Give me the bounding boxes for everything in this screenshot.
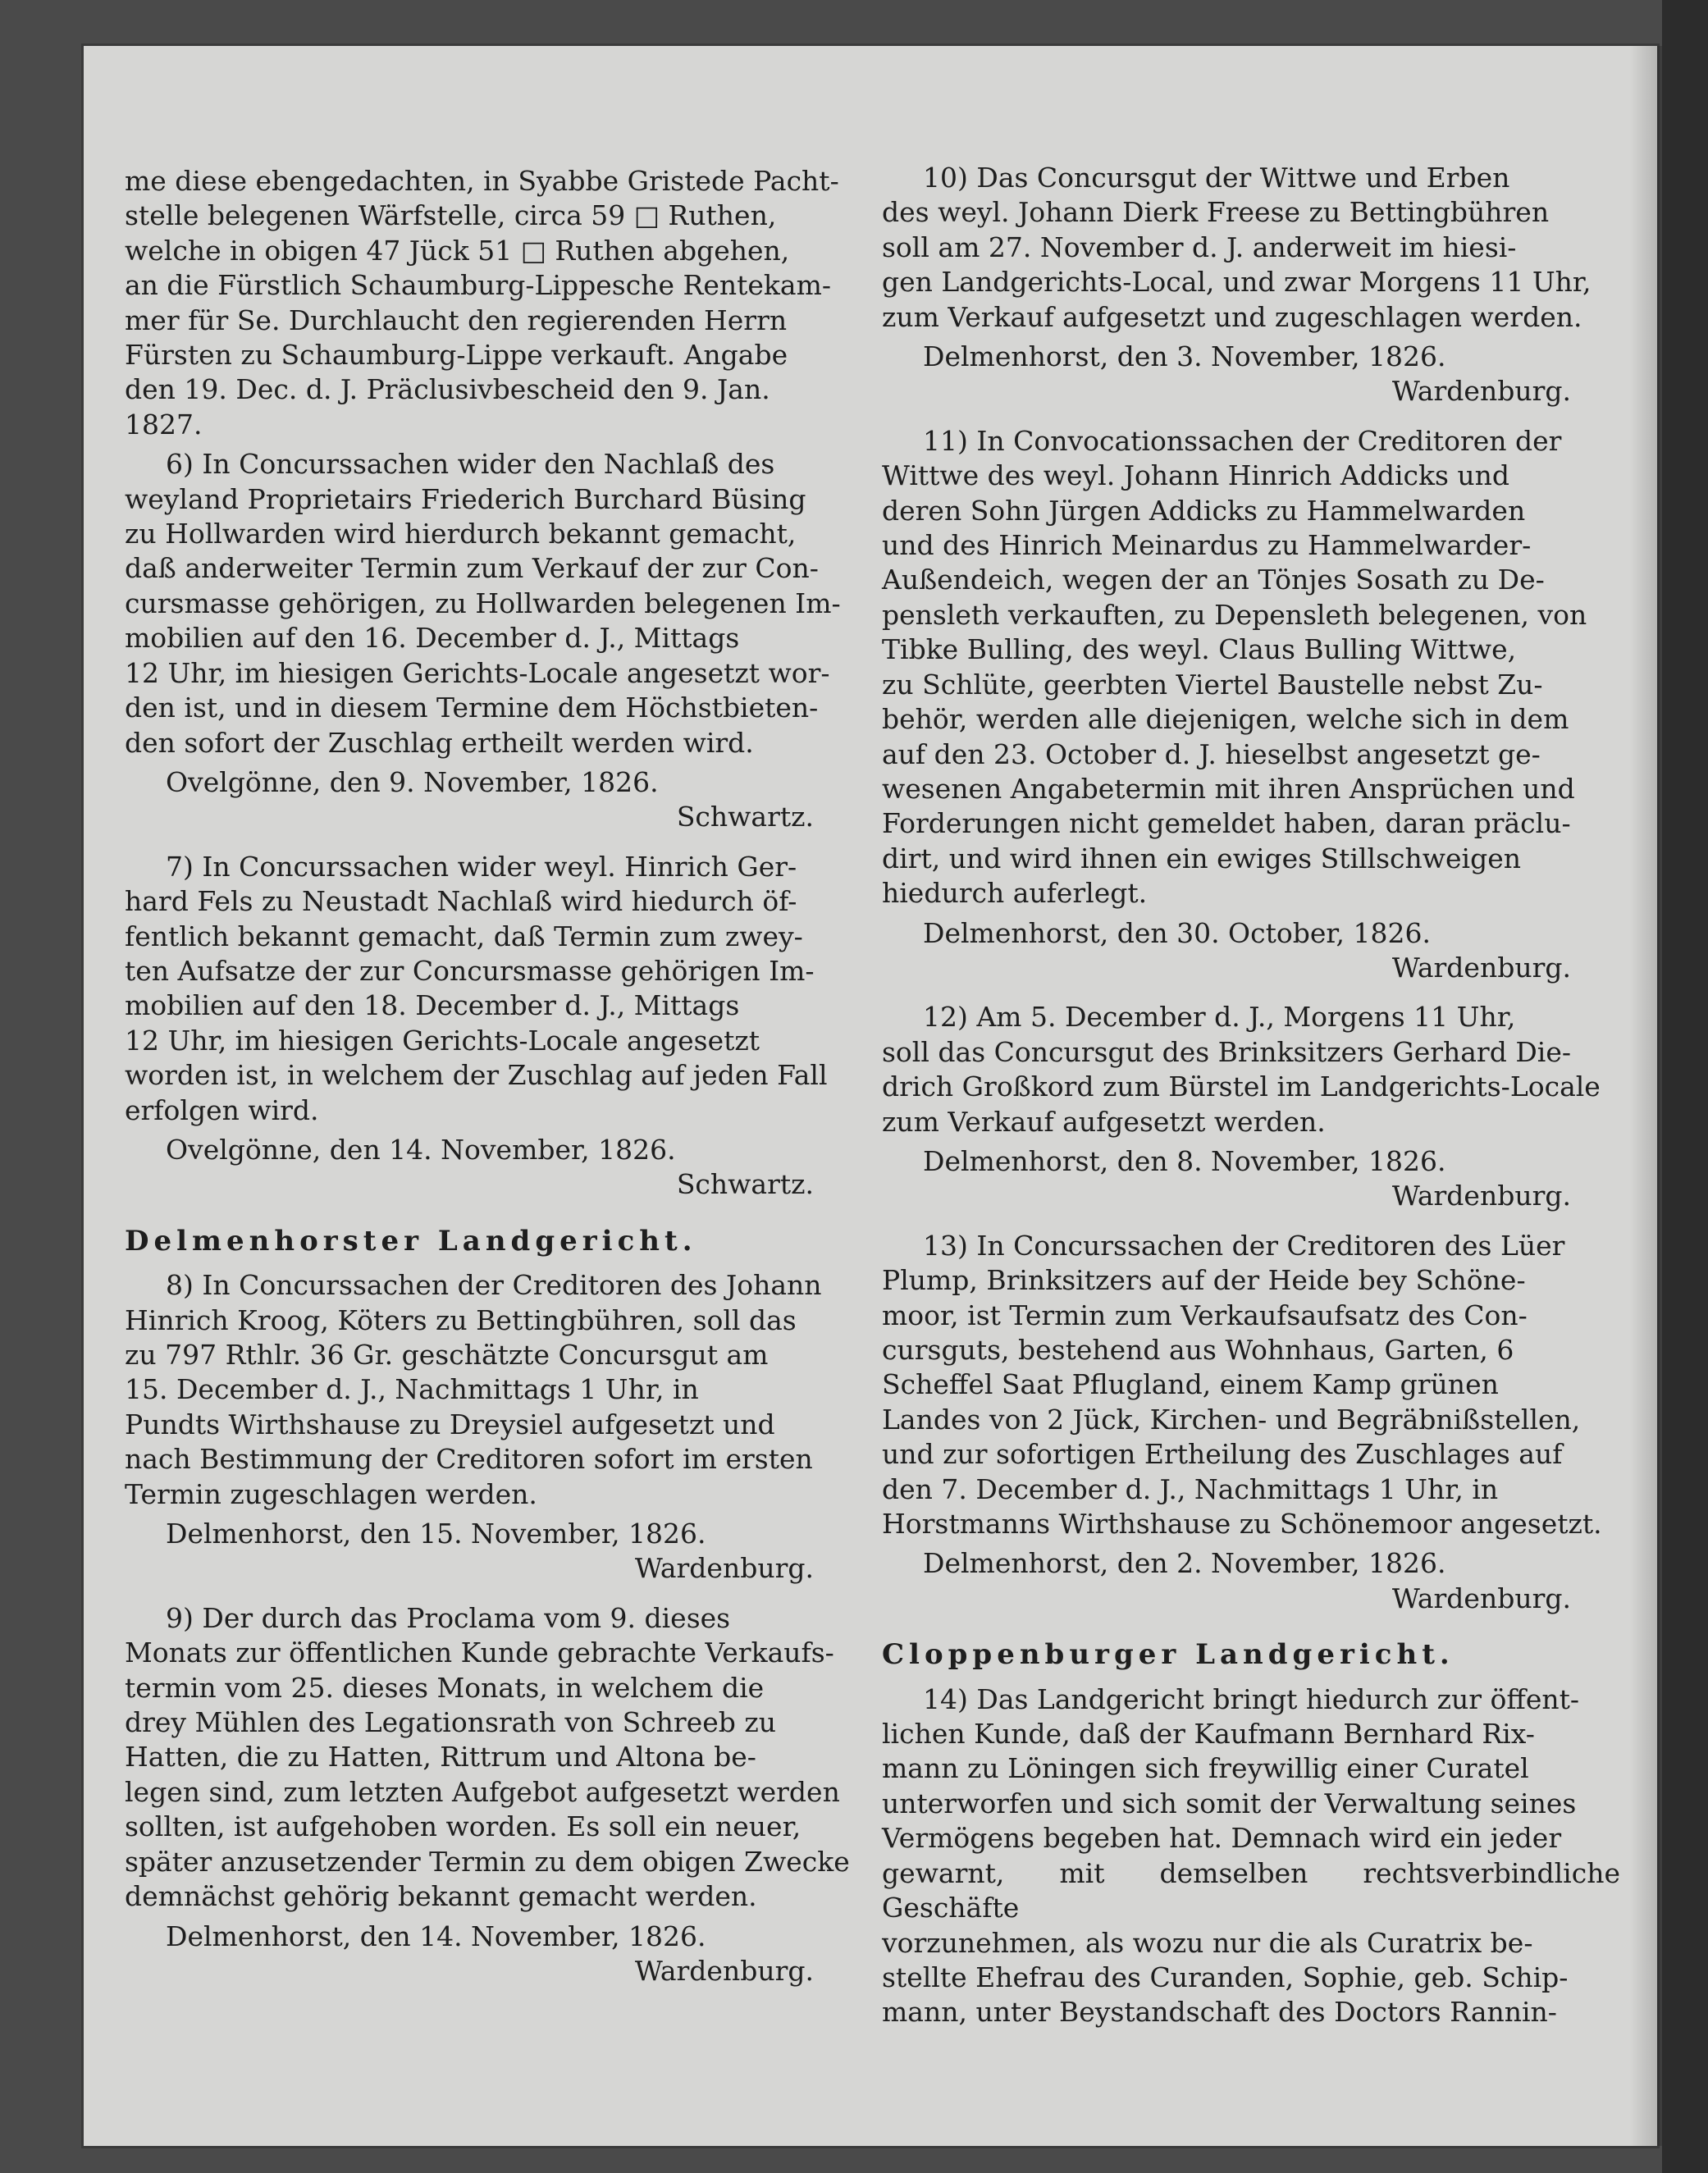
text-line: drey Mühlen des Legationsrath von Schreeb zu — [125, 1706, 777, 1739]
text-line: des weyl. Johann Dierk Freese zu Bettingbühren — [882, 196, 1550, 229]
text-line: cursguts, bestehend aus Wohnhaus, Garten, 6 — [882, 1334, 1514, 1366]
text-line: daß anderweiter Termin zum Verkauf der zur Con- — [125, 552, 819, 585]
text-line: zu Schlüte, geerbten Viertel Baustelle nebst Zu- — [882, 668, 1543, 701]
text-line: 10) Das Concursgut der Wittwe und Erben — [923, 162, 1510, 194]
notice-11-place-date: Delmenhorst, den 30. October, 1826. — [923, 916, 1431, 949]
text-line: den 7. December d. J., Nachmittags 1 Uhr, in — [882, 1472, 1499, 1505]
notice-7-place-date: Ovelgönne, den 14. November, 1826. — [166, 1133, 676, 1166]
notice-14 — [882, 1682, 1620, 2030]
notice-6 — [125, 447, 863, 760]
text-line: 12 Uhr, im hiesigen Gerichts-Locale angesetzt — [125, 1024, 760, 1057]
page-gutter-shadow — [1629, 46, 1662, 2146]
text-line: gewarnt, mit demselben rechtsverbindliche Geschäfte — [882, 1856, 1620, 1924]
text-line: fentlich bekannt gemacht, daß Termin zum zwey- — [125, 920, 803, 952]
text-line: mann, unter Beystandschaft des Doctors Rannin- — [882, 1996, 1557, 2029]
text-line: auf den 23. October d. J. hieselbst angesetzt ge- — [882, 737, 1541, 770]
text-line: deren Sohn Jürgen Addicks zu Hammelwarden — [882, 494, 1526, 527]
section-heading-cloppenburg: Cloppenburger Landgericht. — [882, 1638, 1455, 1672]
notice-8 — [125, 1268, 863, 1512]
right-column — [882, 161, 1620, 2035]
left-column — [125, 164, 863, 2003]
text-line: Termin zugeschlagen werden. — [125, 1477, 537, 1510]
text-line: soll das Concursgut des Brinksitzers Gerhard Die- — [882, 1035, 1572, 1068]
notice-9 — [125, 1601, 863, 1915]
notice-9-signature: Wardenburg. — [634, 1954, 814, 1987]
text-line: stellte Ehefrau des Curanden, Sophie, geb. Schip- — [882, 1961, 1569, 1993]
notice-continuation — [125, 164, 863, 442]
notice-13-signature: Wardenburg. — [1391, 1582, 1571, 1614]
notice-11 — [882, 424, 1620, 911]
text-line: Fürsten zu Schaumburg-Lippe verkauft. Angabe — [125, 339, 788, 372]
text-line: Tibke Bulling, des weyl. Claus Bulling Wittwe, — [882, 633, 1517, 666]
notice-11-signature: Wardenburg. — [1391, 951, 1571, 984]
notice-7-signature: Schwartz. — [676, 1168, 814, 1201]
text-line: vorzunehmen, als wozu nur die als Curatrix be- — [882, 1926, 1533, 1959]
notice-12-place-date: Delmenhorst, den 8. November, 1826. — [923, 1144, 1446, 1177]
text-line: 9) Der durch das Proclama vom 9. dieses — [166, 1601, 731, 1634]
notice-6-signature: Schwartz. — [676, 801, 814, 833]
text-line: Hinrich Kroog, Köters zu Bettingbühren, soll das — [125, 1303, 797, 1336]
text-line: termin vom 25. dieses Monats, in welchem die — [125, 1671, 765, 1704]
text-line: hiedurch auferlegt. — [882, 877, 1148, 910]
notice-8-place-date: Delmenhorst, den 15. November, 1826. — [166, 1518, 706, 1550]
text-line: behör, werden alle diejenigen, welche sich in dem — [882, 703, 1569, 736]
text-line: Pundts Wirthshause zu Dreysiel aufgesetzt und — [125, 1408, 775, 1440]
text-line: 8) In Concurssachen der Creditoren des Johann — [166, 1269, 822, 1302]
text-line: Wittwe des weyl. Johann Hinrich Addicks und — [882, 459, 1510, 492]
text-line: legen sind, zum letzten Aufgebot aufgesetzt werden — [125, 1775, 840, 1808]
notice-12 — [882, 1000, 1620, 1139]
text-line: 12) Am 5. December d. J., Morgens 11 Uhr, — [923, 1001, 1516, 1034]
text-line: den sofort der Zuschlag ertheilt werden wird. — [125, 726, 754, 759]
text-line: Vermögens begeben hat. Demnach wird ein jeder — [882, 1822, 1562, 1855]
text-line: den 19. Dec. d. J. Präclusivbescheid den 9. Jan. — [125, 373, 770, 406]
text-line: Monats zur öffentlichen Kunde gebrachte Verkaufs- — [125, 1637, 834, 1669]
text-line: 7) In Concurssachen wider weyl. Hinrich Ger- — [166, 850, 797, 883]
text-line: pensleth verkauften, zu Depensleth belegenen, von — [882, 598, 1587, 631]
text-line: zum Verkauf aufgesetzt werden. — [882, 1105, 1326, 1138]
text-line: 12 Uhr, im hiesigen Gerichts-Locale angesetzt wor- — [125, 656, 830, 689]
text-line: welche in obigen 47 Jück 51 □ Ruthen abgehen, — [125, 234, 790, 267]
scanner-background-strip — [1662, 0, 1708, 2173]
text-line: und des Hinrich Meinardus zu Hammelwarder- — [882, 529, 1532, 562]
text-line: mann zu Löningen sich freywillig einer Curatel — [882, 1752, 1529, 1785]
text-line: weyland Proprietairs Friederich Burchard Büsing — [125, 482, 806, 515]
notice-10 — [882, 161, 1620, 335]
text-line: 13) In Concurssachen der Creditoren des Lüer — [923, 1229, 1565, 1262]
text-line: stelle belegenen Wärfstelle, circa 59 □ Ruthen, — [125, 199, 777, 232]
text-line: demnächst gehörig bekannt gemacht werden. — [125, 1880, 757, 1913]
text-line: gen Landgerichts-Local, und zwar Morgens 11 Uhr, — [882, 266, 1592, 299]
text-line: dirt, und wird ihnen ein ewiges Stillschweigen — [882, 842, 1522, 874]
text-line: me diese ebengedachten, in Syabbe Gristede Pacht- — [125, 165, 839, 197]
text-line: Plump, Brinksitzers auf der Heide bey Schöne- — [882, 1264, 1526, 1297]
text-line: nach Bestimmung der Creditoren sofort im ersten — [125, 1443, 813, 1476]
text-line: wesenen Angabetermin mit ihren Ansprüchen und — [882, 772, 1575, 805]
text-line: Außendeich, wegen der an Tönjes Sosath zu De- — [882, 564, 1545, 596]
notice-6-place-date: Ovelgönne, den 9. November, 1826. — [166, 765, 659, 798]
text-line: zu 797 Rthlr. 36 Gr. geschätzte Concursgut am — [125, 1339, 769, 1371]
text-line: moor, ist Termin zum Verkaufsaufsatz des Con- — [882, 1299, 1528, 1331]
text-line: cursmasse gehörigen, zu Hollwarden belegenen Im- — [125, 587, 841, 619]
notice-8-signature: Wardenburg. — [634, 1552, 814, 1585]
notice-12-signature: Wardenburg. — [1391, 1180, 1571, 1212]
notice-13-place-date: Delmenhorst, den 2. November, 1826. — [923, 1547, 1446, 1580]
notice-10-signature: Wardenburg. — [1391, 375, 1571, 408]
text-line: Scheffel Saat Pflugland, einem Kamp grünen — [882, 1368, 1499, 1401]
notice-13 — [882, 1229, 1620, 1542]
text-line: unterworfen und sich somit der Verwaltung seines — [882, 1787, 1577, 1819]
text-line: 11) In Convocationssachen der Creditoren der — [923, 424, 1562, 457]
text-line: mobilien auf den 16. December d. J., Mittags — [125, 622, 740, 655]
text-line: erfolgen wird. — [125, 1093, 319, 1126]
section-heading-delmenhorst: Delmenhorster Landgericht. — [125, 1224, 697, 1258]
text-line: den ist, und in diesem Termine dem Höchstbieten- — [125, 692, 819, 724]
notice-9-place-date: Delmenhorst, den 14. November, 1826. — [166, 1920, 706, 1952]
text-line: 6) In Concurssachen wider den Nachlaß des — [166, 448, 775, 481]
text-line: mobilien auf den 18. December d. J., Mittags — [125, 989, 740, 1022]
text-line: 14) Das Landgericht bringt hiedurch zur öffent- — [923, 1682, 1580, 1715]
text-line: Landes von 2 Jück, Kirchen- und Begräbnißstellen, — [882, 1403, 1581, 1436]
text-line: soll am 27. November d. J. anderweit im hiesi- — [882, 231, 1517, 263]
text-line: drich Großkord zum Bürstel im Landgerichts-Locale — [882, 1071, 1601, 1103]
text-line: worden ist, in welchem der Zuschlag auf jeden Fall — [125, 1059, 828, 1092]
text-line: zu Hollwarden wird hierdurch bekannt gemacht, — [125, 518, 797, 550]
text-line: sollten, ist aufgehoben worden. Es soll ein neuer, — [125, 1810, 801, 1843]
text-line: ten Aufsatze der zur Concursmasse gehörigen Im- — [125, 954, 815, 987]
text-line: 1827. — [125, 408, 203, 441]
text-line: später anzusetzender Termin zu dem obigen Zwecke — [125, 1845, 850, 1878]
notice-7 — [125, 850, 863, 1128]
text-line: Hatten, die zu Hatten, Rittrum und Altona be- — [125, 1741, 756, 1774]
text-line: mer für Se. Durchlaucht den regierenden Herrn — [125, 304, 788, 336]
text-line: und zur sofortigen Ertheilung des Zuschlages auf — [882, 1438, 1563, 1471]
text-line: Horstmanns Wirthshause zu Schönemoor angesetzt. — [882, 1508, 1602, 1541]
text-line: 15. December d. J., Nachmittags 1 Uhr, in — [125, 1373, 699, 1406]
text-line: zum Verkauf aufgesetzt und zugeschlagen werden. — [882, 300, 1582, 333]
text-line: an die Fürstlich Schaumburg-Lippesche Rentekam- — [125, 269, 832, 302]
text-line: lichen Kunde, daß der Kaufmann Bernhard Rix- — [882, 1718, 1535, 1751]
text-line: hard Fels zu Neustadt Nachlaß wird hiedurch öf- — [125, 885, 797, 918]
notice-10-place-date: Delmenhorst, den 3. November, 1826. — [923, 340, 1446, 373]
text-line: Forderungen nicht gemeldet haben, daran präclu- — [882, 807, 1571, 840]
